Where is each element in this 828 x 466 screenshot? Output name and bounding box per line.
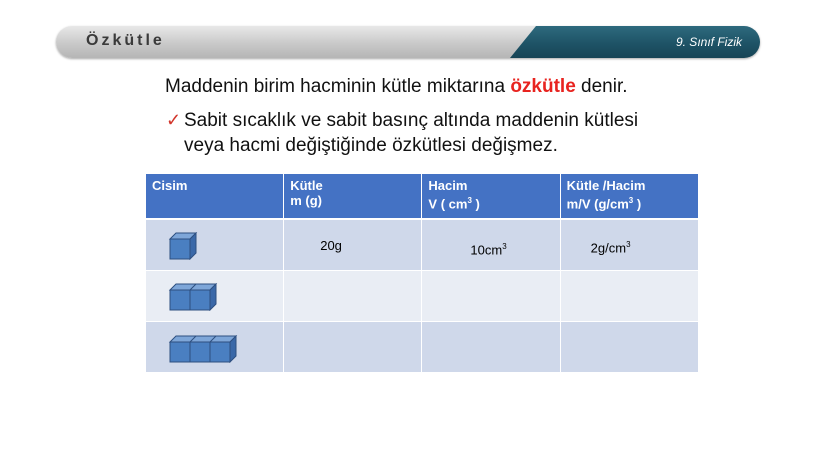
definition-post: denir. <box>575 76 628 97</box>
density-table <box>146 174 699 373</box>
definition-term: özkütle <box>510 76 576 97</box>
header-kutle: Kütle m (g) <box>284 174 422 219</box>
mass-cell: 20g <box>284 219 422 271</box>
cube-cell <box>146 219 284 271</box>
cube-icon-triple <box>166 335 240 363</box>
cube-cell <box>146 322 284 373</box>
bullet-line-2: veya hacmi değiştiğinde özkütlesi değişmez. <box>184 135 558 156</box>
cube-icon-single <box>166 232 200 260</box>
table-row <box>146 219 699 271</box>
mass-cell <box>284 322 422 373</box>
header-bar <box>56 26 760 58</box>
table-row <box>146 271 699 322</box>
subject-label: 9. Sınıf Fizik <box>675 35 742 49</box>
volume-cell <box>422 322 560 373</box>
cube-icon-double <box>166 283 220 311</box>
table-row <box>146 322 699 373</box>
ratio-cell <box>560 271 698 322</box>
cube-cell <box>146 271 284 322</box>
header-hacim: Hacim V ( $cm^3$ ) <box>422 174 560 219</box>
bullet-line-1: Sabit sıcaklık ve sabit basınç altında maddenin kütlesi <box>184 110 639 131</box>
table-header-row <box>146 174 699 219</box>
ratio-cell <box>560 322 698 373</box>
volume-cell <box>422 271 560 322</box>
ratio-cell: $2g/cm^3$ <box>560 219 698 271</box>
checkmark-icon: ✓ <box>166 110 182 130</box>
page-title: Özkütle <box>86 32 165 49</box>
header-cisim: Cisim <box>146 174 284 219</box>
definition-text <box>165 76 628 98</box>
volume-cell: $10cm^3$ <box>422 219 560 271</box>
mass-cell <box>284 271 422 322</box>
definition-pre: Maddenin birim hacminin kütle miktarına <box>165 76 511 97</box>
header-kutle-hacim: Kütle /Hacim m/V ($g/cm^3$ ) <box>560 174 698 219</box>
